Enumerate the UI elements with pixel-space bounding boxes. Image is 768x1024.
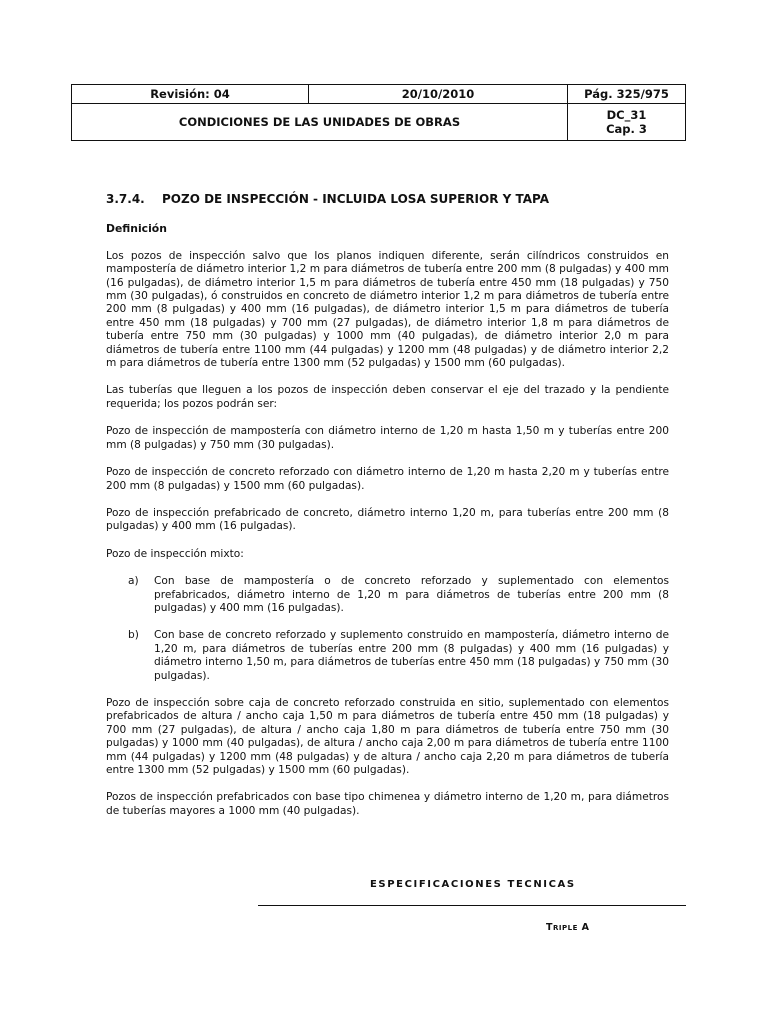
paragraph: Pozos de inspección prefabricados con base tipo chimenea y diámetro interno de 1,20 m, para diámetros de tuberías mayores a 1000 mm (40 pulgadas).: [106, 791, 669, 817]
list-item-text: Con base de mampostería o de concreto reforzado y suplementado con elementos prefabricados, diámetro interno de 1,20 m para diámetros de tuberías entre 200 mm (8 pulgadas) y 400 mm (16 pulgadas).: [154, 575, 669, 614]
revision-cell: Revisión: 04: [72, 85, 309, 104]
paragraph: Pozo de inspección sobre caja de concreto reforzado construida en sitio, suplementado con elementos prefabricados de altura / ancho caja 1,50 m para diámetros de tubería entre 450 mm (18 pulgadas) y 700 mm (27 pulgadas), de altura / ancho caja 1,80 m para diámetros de tubería entre 750 mm (30 pulgadas) y 1000 mm (40 pulgadas), de altura / ancho caja 2,00 m para diámetros de tubería entre 1100 mm (44 pulgadas) y 1200 mm (48 pulgadas) y de altura / ancho caja 2,20 m para diámetros de tubería entre 1300 mm (52 pulgadas) y 1500 mm (60 pulgadas).: [106, 696, 669, 776]
paragraph: Los pozos de inspección salvo que los planos indiquen diferente, serán cilíndricos construidos en mampostería de diámetro interior 1,2 m para diámetros de tubería entre 200 mm (8 pulgadas) y 400 mm (16 pulgadas), de diámetro interior 1,5 m para diámetros de tubería entre 450 mm (18 pulgadas) y 750 mm (30 pulgadas), ó construidos en concreto de diámetro interior 1,2 m para diámetros de tubería entre 200 mm (8 pulgadas) y 400 mm (16 pulgadas), de diámetro interior 1,5 m para diámetros de tubería entre 450 mm (18 pulgadas) y 700 mm (27 pulgadas), de diámetro interior 1,8 m para diámetros de tubería entre 750 mm (30 pulgadas) y 1000 mm (40 pulgadas), de diámetro interior 2,0 m para diámetros de tubería entre 1100 mm (44 pulgadas) y 1200 mm (48 pulgadas) y de diámetro interior 2,2 m para diámetros de tubería entre 1300 mm (52 pulgadas) y 1500 mm (60 pulgadas).: [106, 249, 669, 370]
date-cell: 20/10/2010: [309, 85, 568, 104]
footer-divider: [258, 905, 686, 906]
document-code: DC_31: [606, 108, 647, 122]
section-number: 3.7.4.: [106, 192, 145, 206]
chapter-label: Cap. 3: [606, 122, 647, 136]
subheading-definition: Definición: [106, 222, 167, 236]
section-heading: [106, 193, 669, 206]
code-cell: [568, 104, 686, 141]
paragraph: Pozo de inspección prefabricado de concreto, diámetro interno 1,20 m, para tuberías entre 200 mm (8 pulgadas) y 400 mm (16 pulgadas).: [106, 506, 669, 533]
list-item-text: Con base de concreto reforzado y suplemento construido en mampostería, diámetro interno de 1,20 m, para diámetros de tuberías entre 200 mm (8 pulgadas) y 400 mm (16 pulgadas) y diámetro interno 1,50 m, para diámetros de tuberías entre 450 mm (18 pulgadas) y 750 mm (30 pulgadas).: [154, 629, 669, 682]
list-marker: b): [128, 629, 139, 642]
paragraph: Pozo de inspección mixto:: [106, 547, 244, 560]
main-content: [106, 193, 669, 832]
footer-brand: Triple A: [546, 922, 590, 933]
list-item: [106, 629, 669, 683]
document-title-cell: CONDICIONES DE LAS UNIDADES DE OBRAS: [72, 104, 568, 141]
header-table: [71, 84, 686, 141]
paragraph: Pozo de inspección de mampostería con diámetro interno de 1,20 m hasta 1,50 m y tuberías entre 200 mm (8 pulgadas) y 750 mm (30 pulgadas).: [106, 425, 669, 451]
section-title: POZO DE INSPECCIÓN - INCLUIDA LOSA SUPERIOR Y TAPA: [162, 192, 549, 206]
list-marker: a): [128, 575, 139, 588]
mixed-well-list: [106, 575, 669, 683]
paragraph: Pozo de inspección de concreto reforzado con diámetro interno de 1,20 m hasta 2,20 m y tuberías entre 200 mm (8 pulgadas) y 1500 mm (60 pulgadas).: [106, 466, 669, 492]
paragraph: Las tuberías que lleguen a los pozos de inspección deben conservar el eje del trazado y la pendiente requerida; los pozos podrán ser:: [106, 384, 669, 410]
list-item: [106, 575, 669, 615]
footer-specifications: ESPECIFICACIONES TECNICAS: [370, 879, 576, 890]
page-number-cell: Pág. 325/975: [568, 85, 686, 104]
